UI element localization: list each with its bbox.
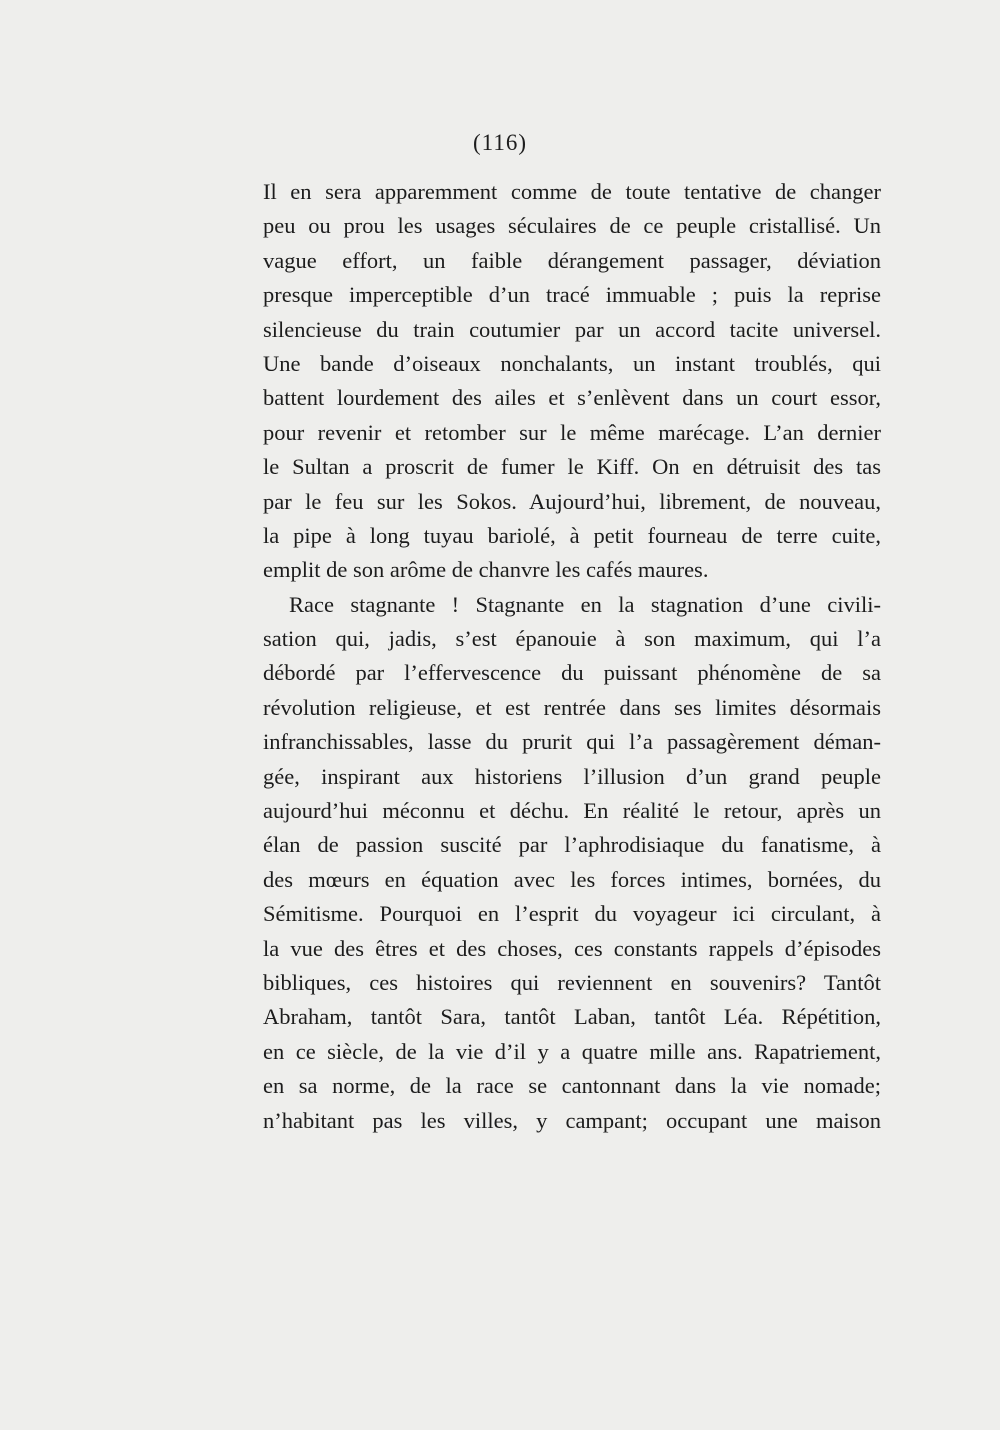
- text-line: Race stagnante ! Stagnante en la stagnation d’une civili-: [289, 591, 881, 617]
- text-line: Sémitisme. Pourquoi en l’esprit du voyageur ici circulant, à: [263, 901, 881, 927]
- text-line: des mœurs en équation avec les forces intimes, bornées, du: [263, 866, 881, 892]
- text-line: la pipe à long tuyau bariolé, à petit fourneau de terre cuite,: [263, 522, 881, 548]
- text-line: bibliques, ces histoires qui reviennent en souvenirs? Tantôt: [263, 969, 881, 995]
- text-line: battent lourdement des ailes et s’enlèvent dans un court essor,: [263, 385, 881, 411]
- text-line: Abraham, tantôt Sara, tantôt Laban, tantôt Léa. Répétition,: [263, 1004, 881, 1030]
- text-line: sation qui, jadis, s’est épanouie à son maximum, qui l’a: [263, 626, 881, 652]
- page-number: (116): [473, 130, 527, 155]
- text-line: silencieuse du train coutumier par un accord tacite universel.: [263, 316, 881, 342]
- text-line: vague effort, un faible dérangement passager, déviation: [263, 247, 881, 273]
- text-line: Il en sera apparemment comme de toute tentative de changer: [263, 179, 881, 204]
- text-line: débordé par l’effervescence du puissant phénomène de sa: [263, 660, 881, 686]
- text-line: pour revenir et retomber sur le même marécage. L’an dernier: [263, 419, 881, 445]
- text-line: révolution religieuse, et est rentrée dans ses limites désormais: [263, 694, 881, 720]
- text-line: aujourd’hui méconnu et déchu. En réalité le retour, après un: [263, 798, 881, 824]
- text-line: par le feu sur les Sokos. Aujourd’hui, librement, de nouveau,: [263, 488, 881, 514]
- text-line: n’habitant pas les villes, y campant; occupant une maison: [263, 1107, 881, 1133]
- text-line: emplit de son arôme de chanvre les cafés maures.: [263, 557, 709, 583]
- text-line: en sa norme, de la race se cantonnant dans la vie nomade;: [263, 1073, 881, 1099]
- text-line: gée, inspirant aux historiens l’illusion d’un grand peuple: [263, 763, 881, 789]
- text-line: le Sultan a proscrit de fumer le Kiff. On en détruisit des tas: [263, 454, 881, 480]
- text-line: en ce siècle, de la vie d’il y a quatre mille ans. Rapatriement,: [263, 1038, 881, 1064]
- body-text: [263, 175, 881, 1138]
- text-line: peu ou prou les usages séculaires de ce peuple cristallisé. Un: [263, 213, 881, 239]
- text-line: Une bande d’oiseaux nonchalants, un instant troublés, qui: [263, 350, 881, 376]
- text-line: la vue des êtres et des choses, ces constants rappels d’épisodes: [263, 935, 881, 961]
- text-line: infranchissables, lasse du prurit qui l’a passagèrement déman-: [263, 729, 881, 755]
- text-line: élan de passion suscité par l’aphrodisiaque du fanatisme, à: [263, 832, 881, 858]
- text-line: presque imperceptible d’un tracé immuable ; puis la reprise: [263, 282, 881, 308]
